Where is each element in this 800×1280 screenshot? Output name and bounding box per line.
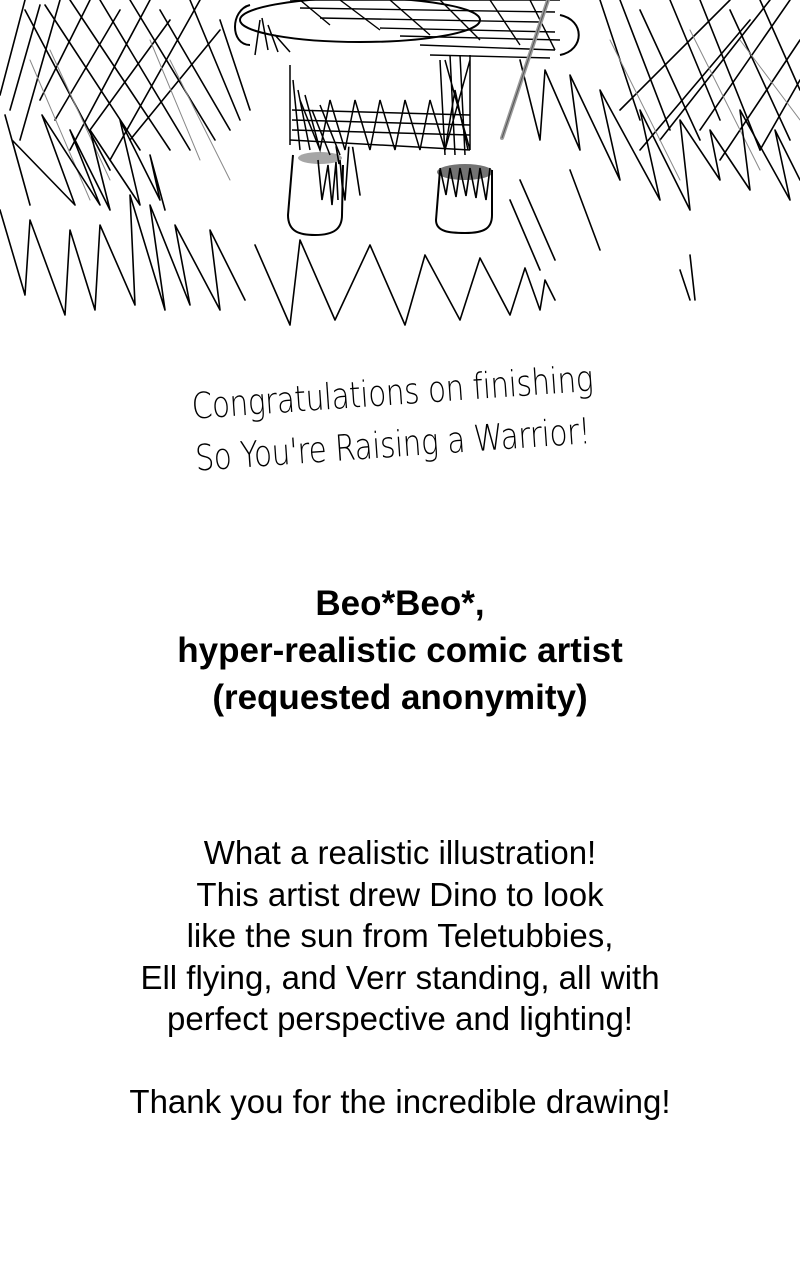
artist-name: Beo*Beo*, bbox=[315, 584, 485, 623]
message-line: This artist drew Dino to look bbox=[196, 875, 604, 913]
artist-title: hyper-realistic comic artist bbox=[177, 631, 623, 670]
artist-note: (requested anonymity) bbox=[212, 678, 588, 717]
message-spacer bbox=[0, 1040, 800, 1082]
artist-credit bbox=[0, 580, 800, 721]
caption-line: So You're Raising a Warrior! bbox=[194, 411, 592, 480]
message-closing: Thank you for the incredible drawing! bbox=[129, 1083, 671, 1120]
thank-you-message bbox=[0, 832, 800, 1123]
fan-art-illustration bbox=[0, 0, 800, 340]
message-line: Ell flying, and Verr standing, all with bbox=[140, 958, 660, 996]
message-line: perfect perspective and lighting! bbox=[167, 1000, 633, 1037]
handwritten-congratulations-caption bbox=[190, 354, 595, 485]
caption-line: Congratulations on finishing bbox=[190, 358, 595, 428]
message-line: What a realistic illustration! bbox=[203, 834, 597, 871]
message-line: like the sun from Teletubbies, bbox=[186, 917, 614, 954]
